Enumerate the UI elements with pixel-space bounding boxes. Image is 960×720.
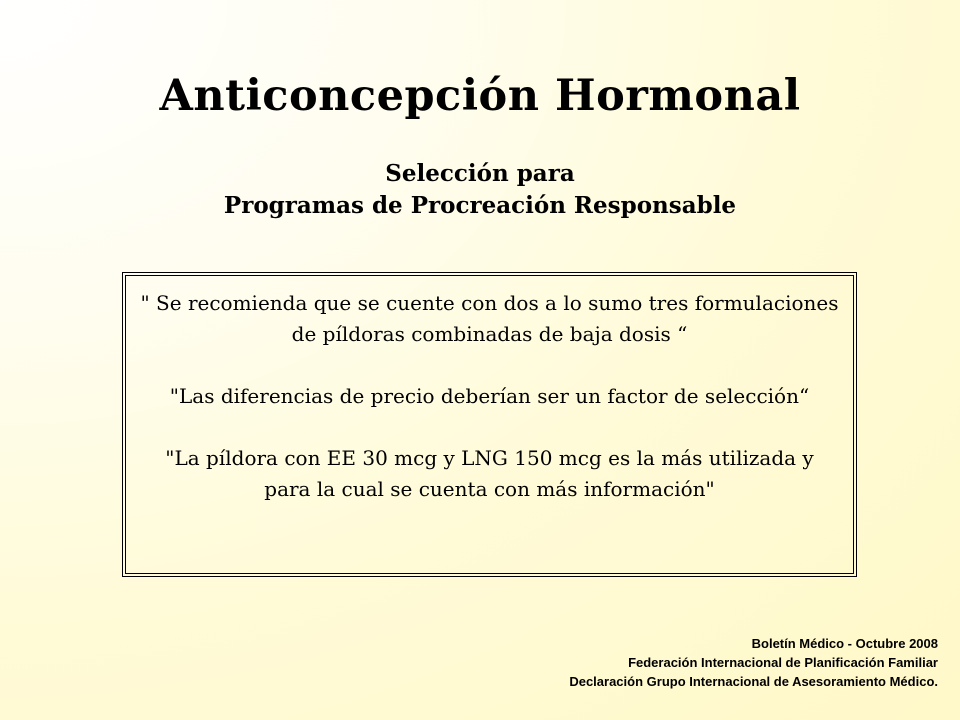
subtitle-line-1: Selección para bbox=[385, 160, 575, 187]
quote-2: "Las diferencias de precio deberían ser un factor de selección“ bbox=[169, 384, 810, 408]
source-line-2: Federación Internacional de Planificación Familiar bbox=[628, 655, 938, 670]
source-line-1: Boletín Médico - Octubre 2008 bbox=[751, 636, 938, 651]
quote-3: "La píldora con EE 30 mcg y LNG 150 mcg es la más utilizada y para la cual se cuenta con más información" bbox=[165, 446, 814, 501]
slide-subtitle bbox=[0, 158, 960, 222]
subtitle-line-2: Programas de Procreación Responsable bbox=[223, 192, 737, 219]
quote-box bbox=[122, 272, 857, 577]
source-citation bbox=[569, 634, 938, 691]
quote-1: " Se recomienda que se cuente con dos a lo sumo tres formulaciones de píldoras combinadas de baja dosis “ bbox=[140, 291, 839, 346]
slide-title: Anticoncepción Hormonal bbox=[159, 71, 801, 121]
source-line-3: Declaración Grupo Internacional de Asesoramiento Médico. bbox=[569, 674, 938, 689]
